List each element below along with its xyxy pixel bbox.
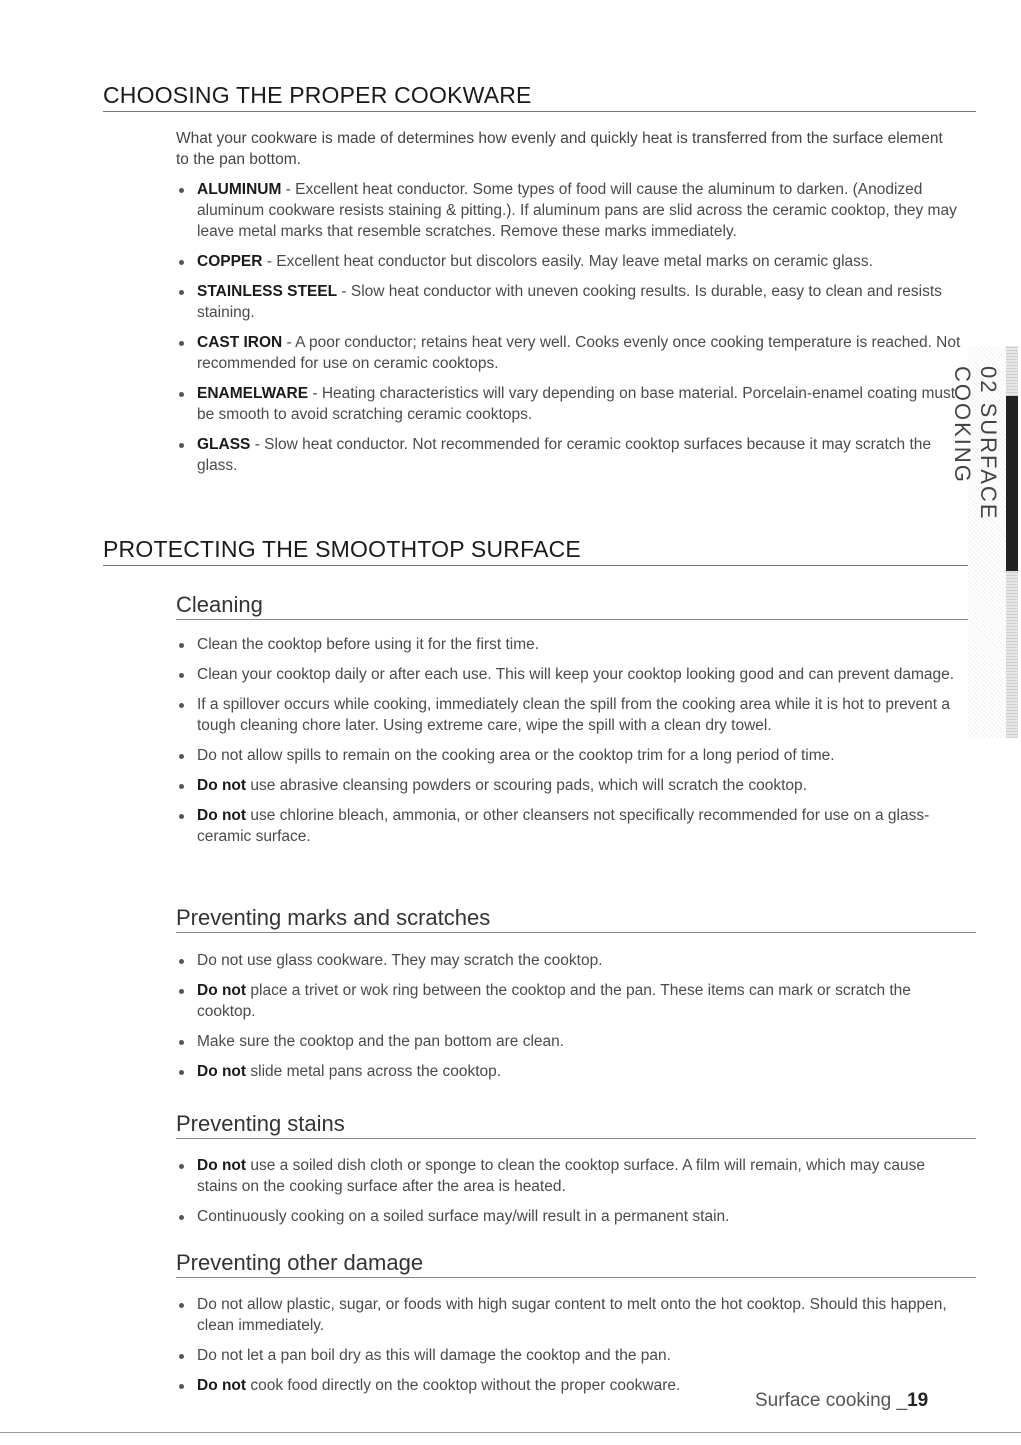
item-term: Do not (197, 807, 247, 824)
item-text: Do not allow spills to remain on the cooking area or the cooktop trim for a long period of time. (197, 747, 835, 764)
item-term: COPPER (197, 253, 263, 270)
item-text: Clean your cooktop daily or after each use. This will keep your cooktop looking good and can prevent damage. (197, 666, 955, 683)
stains-list (176, 1155, 961, 1236)
item-text: use chlorine bleach, ammonia, or other cleansers not specifically recommended for use on a glass-ceramic surface. (197, 807, 930, 845)
item-text: - Excellent heat conductor but discolors easily. May leave metal marks on ceramic glass. (262, 253, 873, 270)
list-item (176, 745, 961, 766)
item-text: cook food directly on the cooktop without the proper cookware. (246, 1377, 681, 1394)
item-term: GLASS (197, 436, 251, 453)
item-text: - A poor conductor; retains heat very well. Cooks evenly once cooking temperature is reached. Not recommended for use on ceramic cooktops. (197, 334, 961, 372)
item-text: Make sure the cooktop and the pan bottom are clean. (197, 1033, 565, 1050)
item-text: slide metal pans across the cooktop. (246, 1063, 502, 1080)
list-item (176, 332, 961, 374)
subsection-title-stains: Preventing stains (176, 1111, 976, 1139)
cookware-intro: What your cookware is made of determines how evenly and quickly heat is transferred from the surface element to the pan bottom. (176, 130, 943, 168)
item-term: Do not (197, 777, 247, 794)
list-item (176, 1206, 961, 1227)
bullet-icon (179, 1040, 184, 1045)
bullet-icon (179, 1354, 184, 1359)
bullet-icon (179, 290, 184, 295)
item-text: - Slow heat conductor with uneven cooking results. Is durable, easy to clean and resists staining. (197, 283, 942, 321)
bullet-icon (179, 814, 184, 819)
list-item (176, 694, 961, 736)
list-item (176, 1294, 961, 1336)
item-term: Do not (197, 1157, 247, 1174)
item-text: Clean the cooktop before using it for the first time. (197, 636, 540, 653)
list-item (176, 1345, 961, 1366)
list-item (176, 281, 961, 323)
item-text: Do not use glass cookware. They may scratch the cooktop. (197, 952, 603, 969)
item-term: STAINLESS STEEL (197, 283, 338, 300)
bullet-icon (179, 188, 184, 193)
bullet-icon (179, 673, 184, 678)
bullet-icon (179, 1164, 184, 1169)
section-title-smoothtop: PROTECTING THE SMOOTHTOP SURFACE (103, 536, 976, 566)
other-damage-list (176, 1294, 961, 1405)
item-text: Do not let a pan boil dry as this will damage the cooktop and the pan. (197, 1347, 671, 1364)
list-item (176, 1155, 961, 1197)
item-term: Do not (197, 982, 247, 999)
bullet-icon (179, 443, 184, 448)
list-item (176, 179, 961, 242)
list-item (176, 950, 961, 971)
bullet-icon (179, 1215, 184, 1220)
item-text: use a soiled dish cloth or sponge to clean the cooktop surface. A film will remain, which may cause stains on the cooking surface after the area is heated. (197, 1157, 925, 1195)
bottom-rule (0, 1432, 1021, 1433)
cookware-list (176, 179, 961, 485)
chapter-tab-marker (1006, 396, 1018, 571)
bullet-icon (179, 1303, 184, 1308)
marks-list (176, 950, 961, 1091)
item-term: ALUMINUM (197, 181, 282, 198)
item-text: If a spillover occurs while cooking, immediately clean the spill from the cooking area while it is hot to prevent a tough cleaning chore later. Using extreme care, wipe the spill with a clean dry towel. (197, 696, 950, 734)
bullet-icon (179, 260, 184, 265)
list-item (176, 434, 961, 476)
page-footer (755, 1390, 928, 1412)
item-text: use abrasive cleansing powders or scouring pads, which will scratch the cooktop. (246, 777, 807, 794)
list-item (176, 775, 961, 796)
subsection-title-marks: Preventing marks and scratches (176, 905, 976, 933)
bullet-icon (179, 959, 184, 964)
bullet-icon (179, 1384, 184, 1389)
list-item (176, 805, 961, 847)
list-item (176, 1031, 961, 1052)
cleaning-list (176, 634, 961, 856)
bullet-icon (179, 1070, 184, 1075)
list-item (176, 980, 961, 1022)
bullet-icon (179, 989, 184, 994)
footer-label: Surface cooking _ (755, 1390, 908, 1411)
chapter-side-label: 02 SURFACE COOKING (950, 366, 1001, 521)
item-text: Continuously cooking on a soiled surface may/will result in a permanent stain. (197, 1208, 730, 1225)
item-text: - Excellent heat conductor. Some types of food will cause the aluminum to darken. (Anodized aluminum cookware resists staining & pitting.). If aluminum pans are slid across the ceramic cooktop, they may leave metal marks that resemble scratches. Remove these marks immediately. (197, 181, 957, 240)
subsection-title-cleaning: Cleaning (176, 592, 976, 620)
bullet-icon (179, 643, 184, 648)
item-term: Do not (197, 1377, 247, 1394)
list-item (176, 1061, 961, 1082)
bullet-icon (179, 754, 184, 759)
item-text: - Slow heat conductor. Not recommended for ceramic cooktop surfaces because it may scratch the glass. (197, 436, 931, 474)
list-item (176, 634, 961, 655)
item-term: CAST IRON (197, 334, 283, 351)
subsection-title-other-damage: Preventing other damage (176, 1250, 976, 1278)
item-text: Do not allow plastic, sugar, or foods with high sugar content to melt onto the hot cooktop. Should this happen, clean immediately. (197, 1296, 947, 1334)
bullet-icon (179, 341, 184, 346)
section-title-cookware: CHOOSING THE PROPER COOKWARE (103, 82, 976, 112)
list-item (176, 383, 961, 425)
page-number: 19 (907, 1390, 929, 1411)
list-item (176, 664, 961, 685)
item-term: Do not (197, 1063, 247, 1080)
item-text: place a trivet or wok ring between the cooktop and the pan. These items can mark or scratch the cooktop. (197, 982, 911, 1020)
item-term: ENAMELWARE (197, 385, 309, 402)
bullet-icon (179, 392, 184, 397)
list-item (176, 251, 961, 272)
bullet-icon (179, 703, 184, 708)
bullet-icon (179, 784, 184, 789)
item-text: - Heating characteristics will vary depending on base material. Porcelain-enamel coating must be smooth to avoid scratching ceramic cooktops. (197, 385, 956, 423)
